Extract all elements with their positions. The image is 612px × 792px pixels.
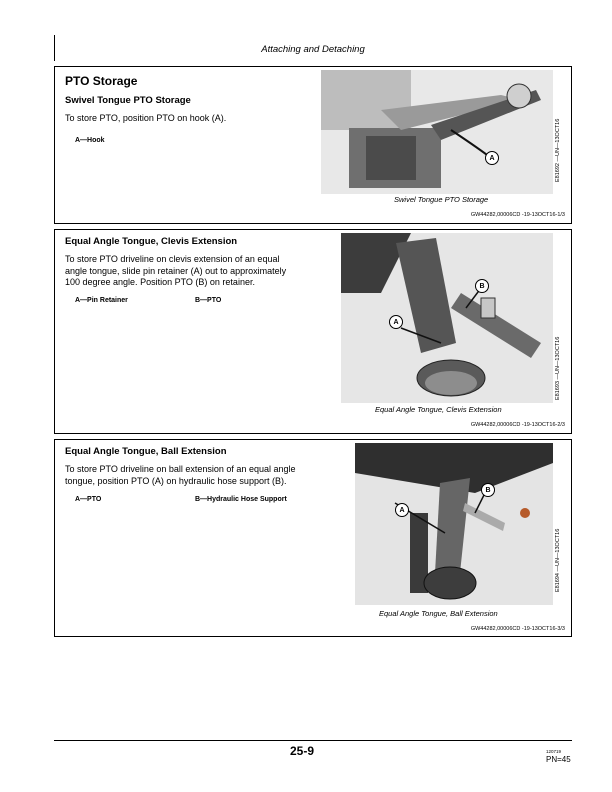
instruction-text (65, 464, 295, 487)
photo-swivel-tongue (321, 70, 553, 194)
legend-item-a: A—PTO (75, 496, 102, 503)
figure-caption: Equal Angle Tongue, Clevis Extension (375, 405, 502, 414)
photo-clevis-extension (341, 233, 553, 403)
instruction-line: To store PTO driveline on ball extension of an equal angle (65, 464, 296, 474)
callout-a: A (389, 315, 403, 329)
image-id: E81692 —UN—13OCT16 (555, 118, 561, 182)
photo-illustration (355, 443, 553, 605)
instruction-line: 100 degree angle. Position PTO (B) on retainer. (65, 277, 255, 287)
callout-a: A (395, 503, 409, 517)
instruction-text (65, 254, 286, 289)
section-clevis-extension (54, 229, 572, 434)
figure-caption: Equal Angle Tongue, Ball Extension (379, 609, 498, 618)
photo-illustration (341, 233, 553, 403)
legend-item-b: B—PTO (195, 297, 222, 304)
section-pto-storage (54, 66, 572, 224)
legend-item-a: A—Hook (75, 137, 105, 144)
reference-code: GW44282,00006CD -19-13OCT16-3/3 (470, 626, 565, 632)
section-ball-extension (54, 439, 572, 637)
instruction-line: tongue, position PTO (A) on hydraulic hose support (B). (65, 475, 287, 486)
image-id: E81694 —UN—13OCT16 (555, 528, 561, 592)
footer-code: 120719 (546, 749, 562, 754)
legend-item-a: A—Pin Retainer (75, 297, 128, 304)
instruction-line: angle tongue, slide pin retainer (A) out to approximately (65, 265, 287, 276)
callout-a: A (485, 151, 499, 165)
callout-b: B (475, 279, 489, 293)
instruction-line: To store PTO driveline on clevis extension of an equal (65, 254, 280, 264)
reference-code: GW44282,00006CD -19-13OCT16-2/3 (470, 422, 565, 428)
instruction-text: To store PTO, position PTO on hook (A). (65, 113, 227, 123)
photo-illustration (321, 70, 553, 194)
pn-number: PN=45 (546, 755, 571, 764)
figure-caption: Swivel Tongue PTO Storage (394, 195, 489, 204)
section-title: PTO Storage (65, 74, 138, 88)
legend-item-b: B—Hydraulic Hose Support (195, 496, 287, 503)
callout-b: B (481, 483, 495, 497)
page-header-title: Attaching and Detaching (261, 44, 365, 55)
photo-ball-extension (355, 443, 553, 605)
section-title: Equal Angle Tongue, Clevis Extension (65, 236, 238, 247)
reference-code: GW44282,00006CD -19-13OCT16-1/3 (470, 212, 565, 218)
section-subtitle: Swivel Tongue PTO Storage (65, 95, 191, 106)
footer-rule (54, 740, 572, 741)
image-id: E81693 —UN—13OCT16 (555, 336, 561, 400)
section-title: Equal Angle Tongue, Ball Extension (65, 446, 227, 457)
page-number: 25-9 (290, 744, 315, 758)
